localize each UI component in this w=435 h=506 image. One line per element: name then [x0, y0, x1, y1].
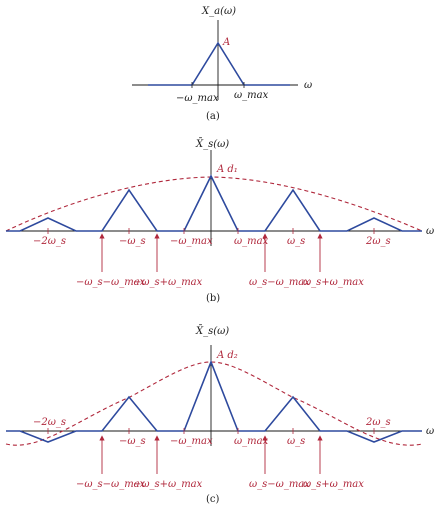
- panel-c-tick-label-ws: ω_s: [287, 436, 306, 447]
- panel-b-envelope: [6, 177, 422, 231]
- panel-a-x-label: ω: [304, 80, 313, 91]
- panel-a-tick-neg-label: −ω_max: [176, 93, 219, 104]
- panel-c-arrow-label-4: ω_s+ω_max: [303, 479, 364, 490]
- panel-b-tick-label-mws: −ω_s: [119, 236, 146, 247]
- panel-b-y-label: X̄_s(ω): [196, 139, 230, 150]
- panel-c-y-label: X̄_s(ω): [196, 326, 230, 337]
- panel-c-spectrum: [6, 362, 422, 442]
- panel-c-arrow-label-2: −ω_s+ω_max: [133, 479, 203, 490]
- panel-b-arrow-label-3: ω_s−ω_max: [249, 277, 310, 288]
- panel-c-tick-label-mwmax: −ω_max: [170, 436, 213, 447]
- panel-a-peak-label: A: [223, 37, 231, 48]
- panel-c-tick-label-m2ws: −2ω_s: [33, 417, 67, 428]
- panel-b: [6, 138, 434, 304]
- panel-b-tick-label-2ws: 2ω_s: [366, 236, 391, 247]
- panel-a-spectrum: [148, 43, 290, 85]
- panel-b-arrow-label-1: −ω_s−ω_max: [76, 277, 146, 288]
- panel-c: [6, 325, 434, 505]
- panel-b-tick-label-wmax: ω_max: [234, 236, 269, 247]
- panel-c-x-label: ω: [426, 426, 435, 437]
- panel-a-y-label: X_a(ω): [202, 6, 237, 17]
- panel-a-tick-pos-label: ω_max: [234, 90, 269, 101]
- panel-c-tick-label-mws: −ω_s: [119, 436, 146, 447]
- panel-b-caption: (b): [206, 293, 221, 304]
- panel-b-x-label: ω: [426, 226, 435, 237]
- panel-b-tick-label-mwmax: −ω_max: [170, 236, 213, 247]
- panel-c-caption: (c): [206, 494, 220, 505]
- panel-b-spectrum: [6, 176, 422, 231]
- panel-c-tick-label-wmax: ω_max: [234, 436, 269, 447]
- panel-c-arrow-label-3: ω_s−ω_max: [249, 479, 310, 490]
- panel-b-tick-label-m2ws: −2ω_s: [33, 236, 67, 247]
- panel-c-arrow-label-1: −ω_s−ω_max: [76, 479, 146, 490]
- panel-b-arrow-label-2: −ω_s+ω_max: [133, 277, 203, 288]
- panel-b-tick-label-ws: ω_s: [287, 236, 306, 247]
- panel-c-envelope: [6, 362, 422, 445]
- panel-b-arrow-label-4: ω_s+ω_max: [303, 277, 364, 288]
- panel-a: [132, 6, 312, 122]
- panel-b-peak-label: A d₁: [217, 164, 238, 175]
- panel-c-peak-label: A d₂: [217, 350, 238, 361]
- panel-a-caption: (a): [206, 111, 220, 122]
- panel-c-tick-label-2ws: 2ω_s: [366, 417, 391, 428]
